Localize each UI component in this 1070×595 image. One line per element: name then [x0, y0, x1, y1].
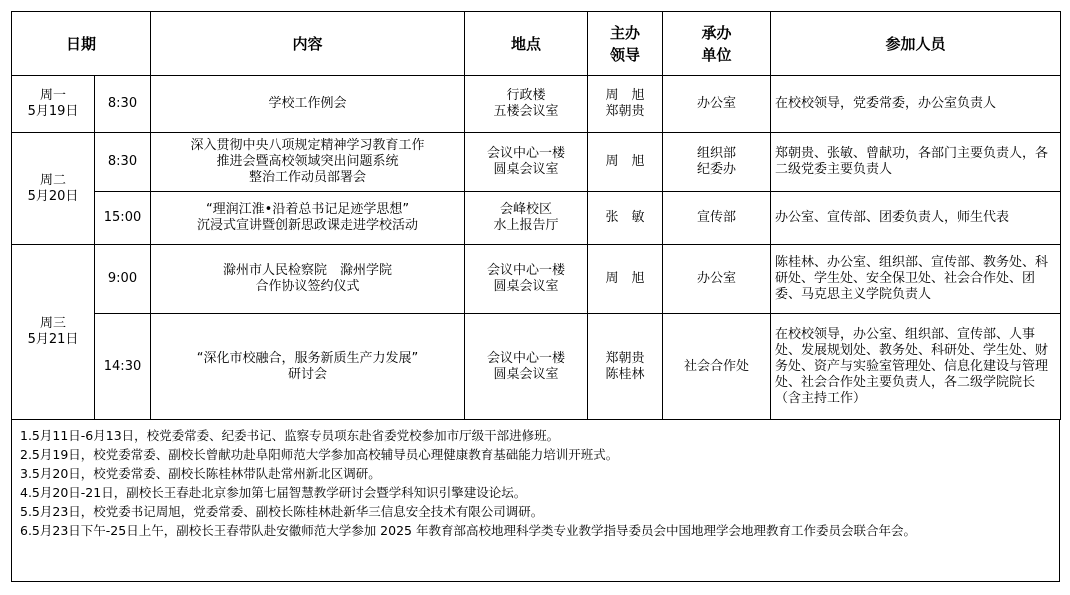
content-cell: 学校工作例会 — [151, 76, 465, 133]
day-cell: 周一 5月19日 — [12, 76, 95, 133]
place-cell: 行政楼 五楼会议室 — [465, 76, 588, 133]
unit-cell: 社会合作处 — [663, 314, 771, 420]
day-cell: 周三 5月21日 — [12, 245, 95, 420]
participants-cell: 在校校领导，办公室、组织部、宣传部、人事处、发展规划处、教务处、科研处、学生处、财务处、资产与实验室管理处、信息化建设与管理处、社会合作处主要负责人，各二级学院院长（含主持工作） — [771, 314, 1061, 420]
content-cell: 深入贯彻中央八项规定精神学习教育工作 推进会暨高校领域突出问题系统 整治工作动员部署会 — [151, 133, 465, 192]
table-row — [12, 192, 1061, 245]
time-cell: 14:30 — [95, 314, 151, 420]
header-content: 内容 — [151, 12, 465, 76]
content-cell: “理润江淮•沿着总书记足迹学思想” 沉浸式宣讲暨创新思政课走进学校活动 — [151, 192, 465, 245]
time-cell: 15:00 — [95, 192, 151, 245]
schedule-page — [11, 11, 1060, 582]
place-cell: 会议中心一楼 圆桌会议室 — [465, 133, 588, 192]
note-item: 4.5月20日-21日，副校长王春赴北京参加第七届智慧教学研讨会暨学科知识引擎建设论坛。 — [20, 485, 527, 500]
day-cell: 周二 5月20日 — [12, 133, 95, 245]
place-cell: 会议中心一楼 圆桌会议室 — [465, 314, 588, 420]
leader-cell: 郑朝贵 陈桂林 — [588, 314, 663, 420]
table-row — [12, 133, 1061, 192]
unit-cell: 宣传部 — [663, 192, 771, 245]
schedule-table — [11, 11, 1061, 420]
header-date: 日期 — [12, 12, 151, 76]
unit-cell: 办公室 — [663, 245, 771, 314]
note-item: 6.5月23日下午-25日上午，副校长王春带队赴安徽师范大学参加 2025 年教育部高校地理科学类专业教学指导委员会中国地理学会地理教育工作委员会联合年会。 — [20, 523, 916, 538]
place-cell: 会议中心一楼 圆桌会议室 — [465, 245, 588, 314]
note-item: 5.5月23日，校党委书记周旭，党委常委、副校长陈桂林赴新华三信息安全技术有限公司调研。 — [20, 504, 544, 519]
time-cell: 8:30 — [95, 76, 151, 133]
note-item: 3.5月20日，校党委常委、副校长陈桂林带队赴常州新北区调研。 — [20, 466, 381, 481]
header-row — [12, 12, 1061, 76]
table-row — [12, 76, 1061, 133]
content-cell: “深化市校融合，服务新质生产力发展” 研讨会 — [151, 314, 465, 420]
header-participants: 参加人员 — [771, 12, 1061, 76]
table-row — [12, 314, 1061, 420]
table-row — [12, 245, 1061, 314]
place-cell: 会峰校区 水上报告厅 — [465, 192, 588, 245]
header-leader: 主办 领导 — [588, 12, 663, 76]
content-cell: 滁州市人民检察院 滁州学院 合作协议签约仪式 — [151, 245, 465, 314]
time-cell: 9:00 — [95, 245, 151, 314]
note-item: 2.5月19日，校党委常委、副校长曾献功赴阜阳师范大学参加高校辅导员心理健康教育基础能力培训开班式。 — [20, 447, 619, 462]
unit-cell: 组织部 纪委办 — [663, 133, 771, 192]
participants-cell: 办公室、宣传部、团委负责人，师生代表 — [771, 192, 1061, 245]
participants-cell: 在校校领导，党委常委，办公室负责人 — [771, 76, 1061, 133]
leader-cell: 张 敏 — [588, 192, 663, 245]
header-place: 地点 — [465, 12, 588, 76]
note-item: 1.5月11日-6月13日，校党委常委、纪委书记、监察专员项东赴省委党校参加市厅级干部进修班。 — [20, 428, 560, 443]
participants-cell: 陈桂林、办公室、组织部、宣传部、教务处、科研处、学生处、安全保卫处、社会合作处、团委、马克思主义学院负责人 — [771, 245, 1061, 314]
leader-cell: 周 旭 — [588, 245, 663, 314]
participants-cell: 郑朝贵、张敏、曾献功，各部门主要负责人，各二级党委主要负责人 — [771, 133, 1061, 192]
header-unit: 承办 单位 — [663, 12, 771, 76]
unit-cell: 办公室 — [663, 76, 771, 133]
notes-section — [11, 420, 1060, 582]
leader-cell: 周 旭 — [588, 133, 663, 192]
leader-cell: 周 旭 郑朝贵 — [588, 76, 663, 133]
time-cell: 8:30 — [95, 133, 151, 192]
